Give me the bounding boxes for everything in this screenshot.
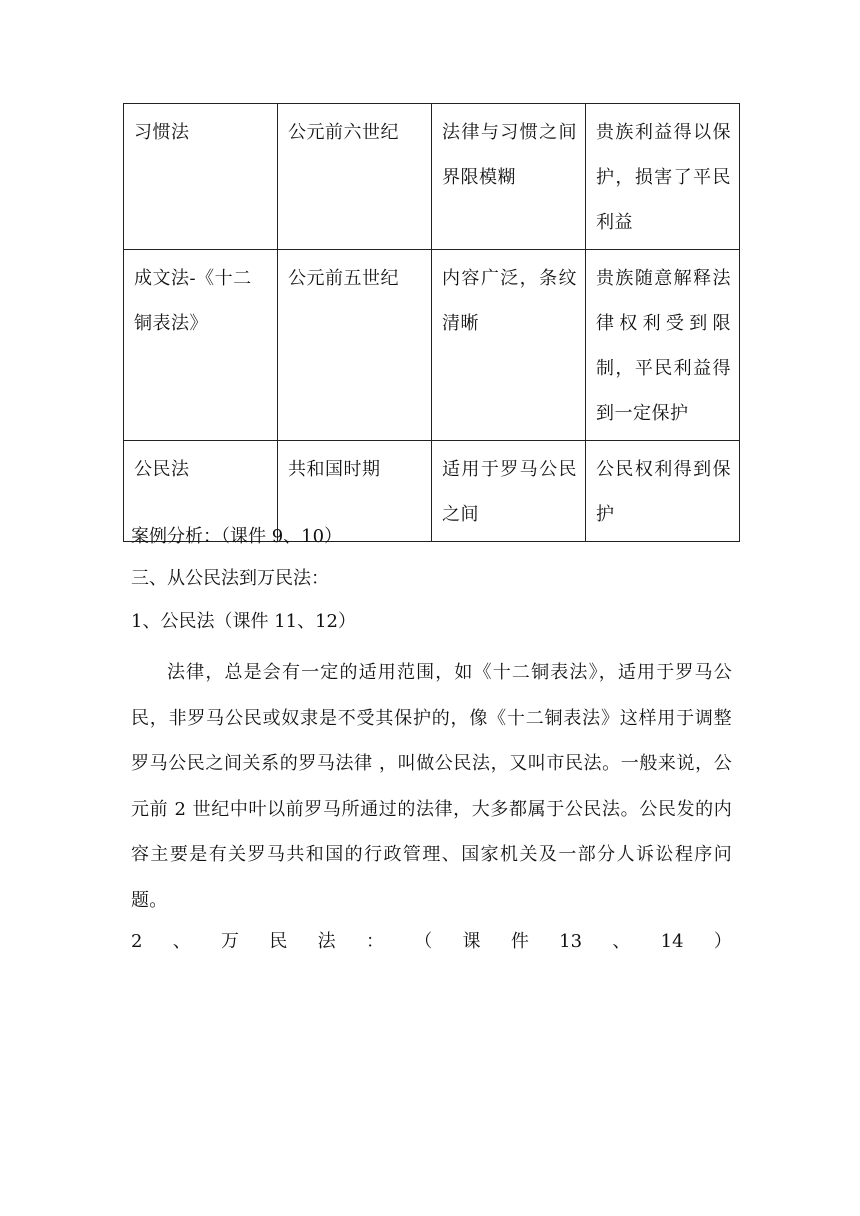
table-row: [124, 250, 740, 441]
heading-part: 2: [131, 931, 143, 952]
subheading-law-of-nations: [131, 931, 732, 953]
table-cell-time: 公元前六世纪: [278, 104, 432, 250]
heading-part: （: [414, 931, 433, 952]
table-cell-name: 公民法: [124, 441, 278, 542]
table-cell-effect: 贵族随意解释法律权利受到限制，平民利益得到一定保护: [586, 250, 740, 441]
heading-part: 14: [660, 931, 684, 952]
table-cell-feature: 适用于罗马公民之间: [432, 441, 586, 542]
table-cell-time: 共和国时期: [278, 441, 432, 542]
heading-part: ：: [365, 931, 384, 952]
heading-part: 、: [172, 931, 191, 952]
table-cell-time: 公元前五世纪: [278, 250, 432, 441]
table-cell-effect: 公民权利得到保护: [586, 441, 740, 542]
case-analysis-line: 案例分析：（课件 9、10）: [131, 526, 343, 547]
law-comparison-table: [123, 103, 740, 542]
subheading-civil-law: 1、公民法（课件 11、12）: [131, 611, 356, 632]
table-cell-feature: 内容广泛，条纹清晰: [432, 250, 586, 441]
table-cell-feature: 法律与习惯之间界限模糊: [432, 104, 586, 250]
heading-part: ）: [713, 931, 732, 952]
table-cell-effect: 贵族利益得以保护，损害了平民利益: [586, 104, 740, 250]
table-row: [124, 104, 740, 250]
heading-part: 课: [462, 931, 481, 952]
heading-part: 法: [317, 931, 336, 952]
table-cell-name: 成文法-《十二铜表法》: [124, 250, 278, 441]
heading-part: 民: [269, 931, 288, 952]
civil-law-paragraph: 法律，总是会有一定的适用范围，如《十二铜表法》，适用于罗马公民，非罗马公民或奴隶是不受其保护的，像《十二铜表法》这样用于调整罗马公民之间关系的罗马法律 ，叫做公民法，又叫市民法。一般来说，公元前 2 世纪中叶以前罗马所通过的法律，大多都属于公民法。公民发的内容主要是有关罗马共和国的行政管理、国家机关及一部分人诉讼程序问题。: [131, 662, 732, 911]
section-heading: 三、从公民法到万民法：: [131, 568, 329, 589]
heading-part: 、: [612, 931, 631, 952]
heading-part: 件: [510, 931, 529, 952]
table-cell-name: 习惯法: [124, 104, 278, 250]
heading-part: 万: [221, 931, 240, 952]
heading-part: 13: [559, 931, 583, 952]
